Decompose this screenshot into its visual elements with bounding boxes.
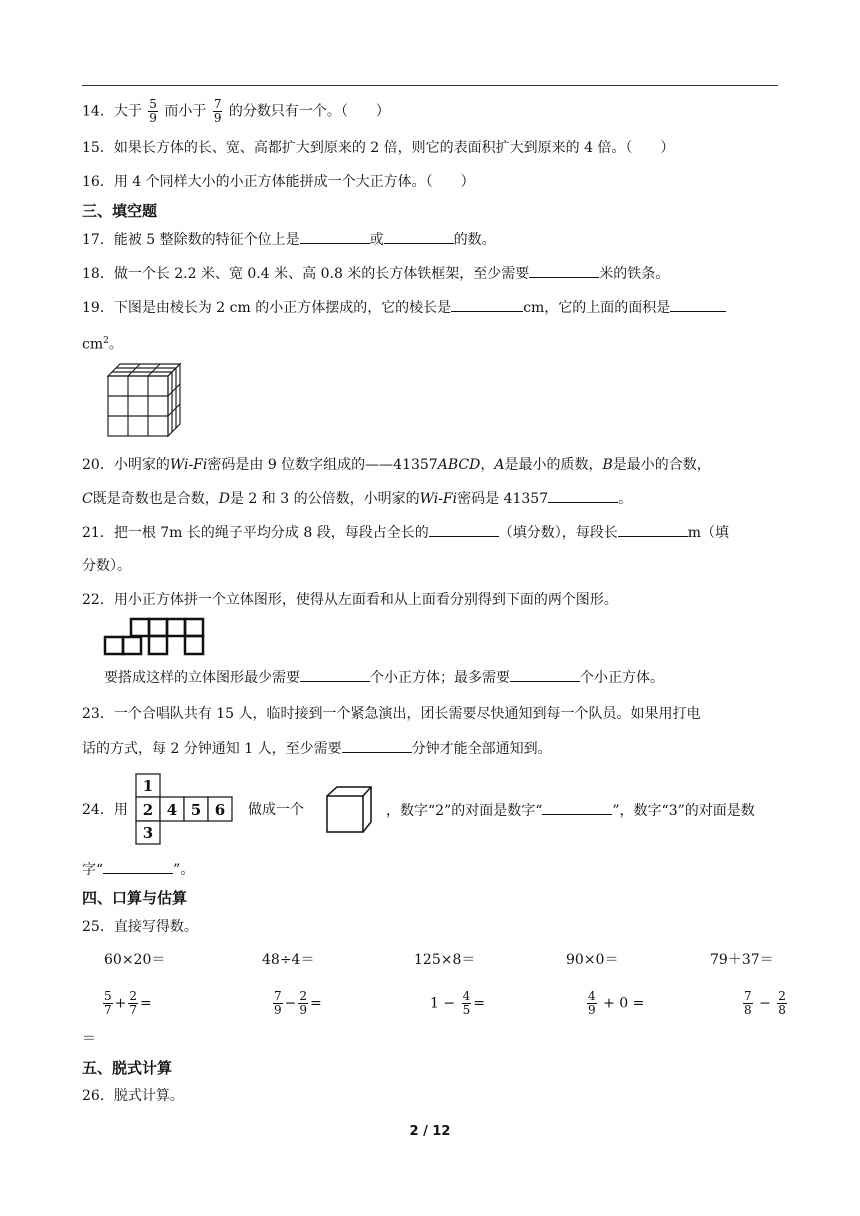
wrapped-equals: ＝	[82, 1031, 96, 1047]
section-heading-3: 三、填空题	[82, 202, 158, 220]
net-face-label: 3	[142, 824, 154, 842]
answer-blank[interactable]	[342, 738, 412, 753]
oral-calc-item: $\frac{7}{9}$ − $\frac{2}{9}$ =	[274, 989, 322, 1017]
question-19-unit: $cm^2$。	[82, 336, 123, 353]
cube-stack-figure	[106, 362, 186, 440]
question-24-text: ，数字“2”的对面是数字“ ”，数字“3”的对面是数	[386, 800, 755, 821]
answer-blank[interactable]	[548, 488, 618, 503]
net-face-label: 1	[142, 777, 154, 795]
fraction: $\frac{5}{9}$	[149, 97, 157, 125]
answer-blank[interactable]	[529, 263, 599, 278]
answer-blank[interactable]	[300, 667, 370, 682]
answer-blank[interactable]	[429, 522, 499, 537]
cube-net-figure	[134, 772, 240, 846]
section-heading-4: 四、口算与估算	[82, 889, 188, 907]
question-24: 24．用	[82, 802, 128, 818]
oral-calc-item: $\frac{5}{7}$ + $\frac{2}{7}$ =	[104, 989, 152, 1017]
answer-blank[interactable]	[384, 229, 454, 244]
answer-blank[interactable]	[103, 859, 173, 874]
question-20-cont: C既是奇数也是合数，D是 2 和 3 的公倍数，小明家的Wi‐Fi密码是 41357 。	[82, 488, 632, 509]
oral-calc-item: $\frac{4}{9}$ + 0 =	[588, 989, 645, 1017]
question-21: 21．把一根 7m 长的绳子平均分成 8 段，每段占全长的 （填分数），每段长 m（填	[82, 522, 729, 543]
answer-blank[interactable]	[670, 297, 726, 312]
question-19: 19．下图是由棱长为 2 cm 的小正方体摆成的，它的棱长是 cm，它的上面的面积是	[82, 297, 726, 318]
question-24-mid: 做成一个	[248, 802, 304, 818]
question-20: 20．小明家的Wi‐Fi密码是由 9 位数字组成的——41357ABCD，A是最小的质数，B是最小的合数，	[82, 457, 711, 473]
section-heading-5: 五、脱式计算	[82, 1059, 173, 1077]
net-face-label: 2	[142, 801, 154, 819]
question-25: 25．直接写得数。	[82, 919, 198, 935]
question-14: 14．大于 $\frac{5}{9}$ 而小于 $\frac{7}{9}$ 的分数只有一个。（ ）	[82, 97, 390, 125]
page-number: 2 / 12	[409, 1124, 451, 1139]
answer-blank[interactable]	[451, 297, 523, 312]
answer-blank[interactable]	[300, 229, 370, 244]
oral-calc-item: 125×8＝	[414, 952, 476, 968]
net-face-label: 5	[190, 801, 202, 819]
oral-calc-item: 79＋37＝	[710, 952, 774, 968]
question-16: 16．用 4 个同样大小的小正方体能拼成一个大正方体。（ ）	[82, 174, 475, 190]
net-face-label: 4	[166, 801, 178, 819]
cube-figure	[323, 784, 375, 836]
net-face-label: 6	[214, 801, 226, 819]
question-15: 15．如果长方体的长、宽、高都扩大到原来的 2 倍，则它的表面积扩大到原来的 4 倍。（ ）	[82, 140, 675, 156]
answer-blank[interactable]	[542, 800, 612, 815]
question-18: 18．做一个长 2.2 米、宽 0.4 米、高 0.8 米的长方体铁框架，至少需要 米的铁条。	[82, 263, 669, 284]
question-22: 22．用小正方体拼一个立体图形，使得从左面看和从上面看分别得到下面的两个图形。	[82, 592, 618, 608]
oral-calc-item: $\frac{7}{8}$ − $\frac{2}{8}$	[744, 989, 786, 1017]
oral-calc-item: 60×20＝	[104, 952, 166, 968]
oral-calc-item: 1 − $\frac{4}{5}$ =	[430, 989, 485, 1017]
answer-blank[interactable]	[618, 522, 688, 537]
question-17: 17．能被 5 整除数的特征个位上是 或 的数。	[82, 229, 496, 250]
view-shapes-figure	[103, 617, 215, 657]
question-23: 23．一个合唱队共有 15 人，临时接到一个紧急演出，团长需要尽快通知到每一个队员。如果用打电	[82, 706, 701, 722]
oral-calc-item: 90×0＝	[566, 952, 619, 968]
oral-calc-item: 48÷4＝	[262, 952, 315, 968]
answer-blank[interactable]	[510, 667, 580, 682]
question-24-cont: 字“ ”。	[82, 859, 194, 880]
question-23-cont: 话的方式，每 2 分钟通知 1 人，至少需要 分钟才能全部通知到。	[82, 738, 552, 759]
question-22-answer: 要搭成这样的立体图形最少需要 个小正方体；最多需要 个小正方体。	[104, 667, 664, 688]
question-21-cont: 分数）。	[82, 558, 131, 574]
fraction: $\frac{7}{9}$	[213, 97, 222, 125]
header-rule	[82, 85, 778, 86]
question-26: 26．脱式计算。	[82, 1088, 184, 1104]
